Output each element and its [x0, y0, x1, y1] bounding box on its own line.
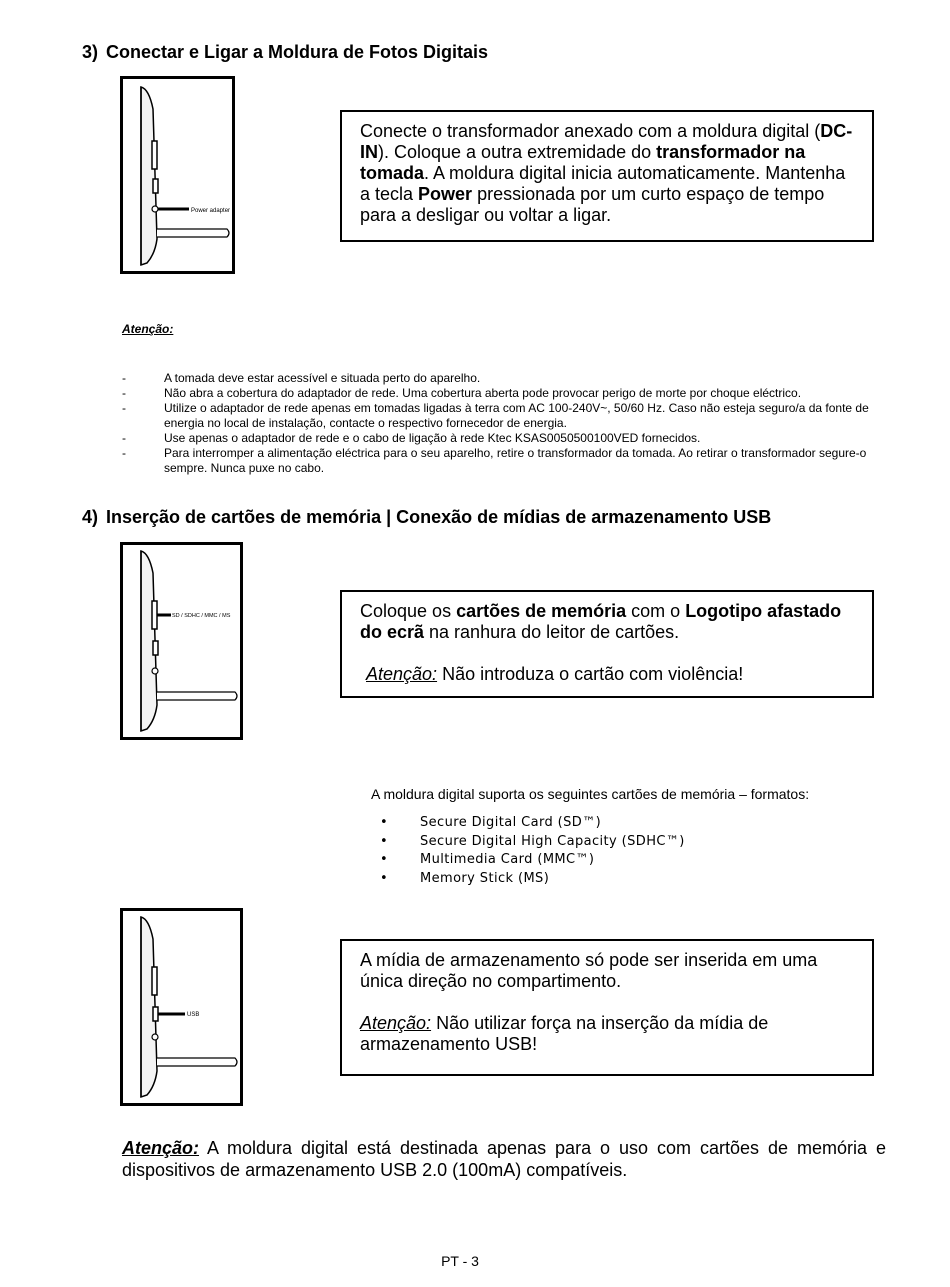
bullet: •	[380, 852, 389, 867]
text-part: Conecte o transformador anexado com a moldura digital (	[360, 121, 821, 141]
bold-part: DC-IN	[360, 121, 853, 162]
bold-part: Power	[418, 184, 473, 204]
bullet: •	[380, 815, 389, 830]
attention-label: Atenção:	[360, 1013, 432, 1033]
dash: -	[122, 401, 126, 415]
section-title: Inserção de cartões de memória | Conexão de mídias de armazenamento USB	[106, 507, 772, 527]
list-item	[122, 431, 882, 446]
list-item	[378, 833, 838, 852]
text-part: A moldura digital está destinada apenas para o uso com cartões de memória e dispositivos de armazenamento USB 2.0 (100mA) compatíveis.	[122, 1138, 886, 1180]
formats-intro: A moldura digital suporta os seguintes cartões de memória – formatos:	[371, 786, 810, 802]
dash: -	[122, 446, 126, 460]
bold-part: cartões de memória	[456, 601, 627, 621]
card-instructions-box	[340, 590, 874, 698]
figure-label: USB	[187, 1012, 200, 1018]
frame-side-view-card	[120, 542, 243, 740]
list-item-text: Secure Digital High Capacity (SDHC™)	[420, 833, 685, 849]
list-item	[378, 851, 838, 870]
text-part: Coloque os	[360, 601, 457, 621]
section-number: 3)	[82, 42, 99, 62]
section-3-heading	[82, 42, 488, 63]
figure-label: SD / SDHC / MMC / MS	[172, 613, 231, 619]
section-number: 4)	[82, 507, 99, 527]
formats-list	[378, 814, 838, 888]
bold-part: transformador na tomada	[360, 142, 806, 183]
list-item	[122, 401, 882, 431]
text-part: pressionada por um curto espaço de tempo para a desligar ou voltar a ligar.	[360, 184, 825, 225]
bold-part: Logotipo afastado do ecrã	[360, 601, 842, 642]
list-item	[378, 870, 838, 889]
usb-instructions-box	[340, 939, 874, 1076]
list-item-text: Não abra a cobertura do adaptador de rede. Uma cobertura aberta pode provocar perigo de morte por choque eléctrico.	[164, 386, 802, 400]
attention-label: Atenção:	[366, 664, 438, 684]
list-item-text: Use apenas o adaptador de rede e o cabo de ligação à rede Ktec KSAS0050500100VED fornecidos.	[164, 431, 701, 445]
list-item-text: Multimedia Card (MMC™)	[420, 852, 595, 867]
bullet: •	[380, 833, 389, 849]
list-item-text: A tomada deve estar acessível e situada perto do aparelho.	[164, 371, 481, 385]
warnings-list	[122, 371, 882, 476]
card-instructions-text	[360, 601, 854, 643]
text-part: na ranhura do leitor de cartões.	[424, 622, 680, 642]
list-item-text: Secure Digital Card (SD™)	[420, 815, 602, 830]
attention-label: Atenção:	[122, 322, 174, 336]
list-item	[378, 814, 838, 833]
list-item-text: Para interromper a alimentação eléctrica para o seu aparelho, retire o transformador da tomada. Ao retirar o transformador segure-o sempre. Nunca puxe no cabo.	[164, 446, 867, 475]
section-title: Conectar e Ligar a Moldura de Fotos Digitais	[106, 42, 489, 62]
page-number: PT - 3	[441, 1253, 479, 1269]
list-item-text: Memory Stick (MS)	[420, 870, 550, 886]
text-part: . A moldura digital inicia automaticamente. Mantenha a tecla	[360, 163, 846, 204]
dash: -	[122, 371, 126, 385]
frame-side-view-power	[120, 76, 235, 274]
list-item	[122, 446, 882, 476]
dash: -	[122, 386, 126, 400]
frame-side-view-usb	[120, 908, 243, 1106]
text-part: ). Coloque a outra extremidade do	[378, 142, 657, 162]
connect-instructions-box	[340, 110, 874, 242]
connect-instructions-text	[360, 121, 854, 226]
section-4-heading	[82, 507, 771, 528]
usb-instructions-text: A mídia de armazenamento só pode ser inserida em uma única direção no compartimento.	[360, 950, 818, 991]
text-part: Não utilizar força na inserção da mídia de armazenamento USB!	[360, 1013, 769, 1054]
list-item	[122, 371, 882, 386]
figure-label: Power adapter	[191, 208, 231, 214]
attention-label: Atenção:	[122, 1138, 200, 1158]
list-item	[122, 386, 882, 401]
text-part: Não introduza o cartão com violência!	[437, 664, 744, 684]
bullet: •	[380, 870, 389, 886]
list-item-text: Utilize o adaptador de rede apenas em tomadas ligadas à terra com AC 100-240V~, 50/60 Hz. Caso não esteja seguro/a da fonte de energia no local de instalação, contacte o respectivo fornecedor de energia.	[164, 401, 869, 430]
text-part: com o	[626, 601, 686, 621]
dash: -	[122, 431, 126, 445]
usb-attention-text	[360, 1013, 854, 1055]
final-attention-note	[122, 1137, 886, 1181]
card-attention-text	[360, 664, 854, 685]
